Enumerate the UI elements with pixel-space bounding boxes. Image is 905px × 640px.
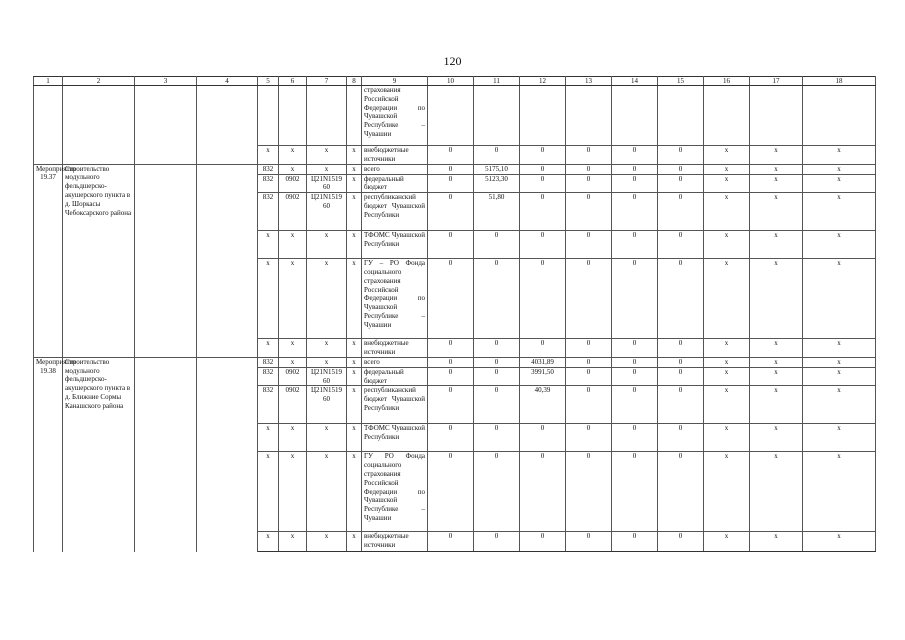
cell-col-17: x: [750, 532, 803, 552]
column-number-7: 7: [307, 77, 347, 86]
cell-vr: [347, 86, 362, 146]
cell-col-18: x: [803, 386, 876, 424]
cell-col-18: x: [803, 452, 876, 532]
cell-amount-y4: 0: [566, 532, 612, 552]
cell-amount-y1: 0: [428, 146, 474, 165]
cell-source: внебюджетные источники: [362, 146, 428, 165]
cell-amount-y3: 0: [520, 259, 566, 339]
cell-vr: x: [347, 367, 362, 386]
cell-amount-y1: 0: [428, 424, 474, 452]
cell-col-16: x: [704, 339, 750, 358]
cell-amount-y3: 0: [520, 339, 566, 358]
cell-amount-y4: 0: [566, 193, 612, 231]
cell-amount-y5: 0: [612, 146, 658, 165]
cell-csr: [307, 86, 347, 146]
cell-amount-y5: 0: [612, 357, 658, 367]
cell-grbs: 832: [258, 193, 279, 231]
cell-col-17: [750, 86, 803, 146]
cell-col-16: x: [704, 231, 750, 259]
cell-amount-y1: 0: [428, 339, 474, 358]
cell-amount-y4: 0: [566, 357, 612, 367]
cell-amount-y3: 0: [520, 532, 566, 552]
cell-amount-y5: 0: [612, 532, 658, 552]
cell-amount-y2: 5123,30: [474, 174, 520, 193]
cell-amount-y1: 0: [428, 231, 474, 259]
cell-amount-y1: 0: [428, 357, 474, 367]
cell-source: внебюджетные источники: [362, 339, 428, 358]
cell-source: внебюджетные источники: [362, 532, 428, 552]
cell-csr: Ц21N1519 60: [307, 193, 347, 231]
cell-csr: x: [307, 146, 347, 165]
cell-rz-pr: x: [279, 164, 307, 174]
cell-rz-pr: [279, 86, 307, 146]
table-row: [34, 164, 876, 174]
cell-col-17: x: [750, 146, 803, 165]
cell-amount-y4: 0: [566, 367, 612, 386]
cell-csr: x: [307, 164, 347, 174]
cell-rz-pr: x: [279, 231, 307, 259]
cell-rz-pr: x: [279, 259, 307, 339]
cell-amount-y4: 0: [566, 164, 612, 174]
cell-source: всего: [362, 164, 428, 174]
cell-col-16: x: [704, 424, 750, 452]
cell-col-3: [135, 164, 197, 357]
cell-amount-y2: 0: [474, 357, 520, 367]
cell-col-18: x: [803, 231, 876, 259]
cell-grbs: [258, 86, 279, 146]
cell-csr: x: [307, 231, 347, 259]
cell-amount-y3: 0: [520, 452, 566, 532]
cell-mero-no: [34, 86, 63, 165]
cell-amount-y1: 0: [428, 174, 474, 193]
cell-vr: x: [347, 164, 362, 174]
cell-grbs: x: [258, 452, 279, 532]
cell-col-17: x: [750, 193, 803, 231]
column-number-10: 10: [428, 77, 474, 86]
column-number-6: 6: [279, 77, 307, 86]
cell-amount-y4: 0: [566, 452, 612, 532]
cell-col-16: x: [704, 164, 750, 174]
cell-csr: Ц21N1519 60: [307, 367, 347, 386]
cell-grbs: x: [258, 424, 279, 452]
cell-col-16: x: [704, 532, 750, 552]
cell-amount-y1: 0: [428, 386, 474, 424]
cell-amount-y1: 0: [428, 367, 474, 386]
cell-grbs: x: [258, 339, 279, 358]
cell-col-17: x: [750, 164, 803, 174]
cell-csr: Ц21N1519 60: [307, 174, 347, 193]
cell-amount-y5: 0: [612, 452, 658, 532]
cell-amount-y2: 0: [474, 339, 520, 358]
cell-col-4: [197, 86, 258, 165]
cell-amount-y6: 0: [658, 164, 704, 174]
cell-col-17: x: [750, 259, 803, 339]
cell-col-16: x: [704, 193, 750, 231]
cell-amount-y3: 0: [520, 424, 566, 452]
cell-col-16: x: [704, 357, 750, 367]
cell-amount-y5: 0: [612, 193, 658, 231]
cell-amount-y4: [566, 86, 612, 146]
column-number-5: 5: [258, 77, 279, 86]
table-row: [34, 86, 876, 146]
cell-col-18: x: [803, 424, 876, 452]
cell-col-18: x: [803, 146, 876, 165]
cell-col-18: x: [803, 357, 876, 367]
cell-amount-y5: 0: [612, 164, 658, 174]
cell-rz-pr: 0902: [279, 367, 307, 386]
cell-source: ГУ РО Фонда социального страхования Российской Федерации по Чувашской Республике – Чувашии: [362, 452, 428, 532]
cell-col-4: [197, 357, 258, 552]
column-number-16: 16: [704, 77, 750, 86]
cell-vr: x: [347, 532, 362, 552]
column-number-12: 12: [520, 77, 566, 86]
cell-amount-y2: 0: [474, 452, 520, 532]
cell-amount-y4: 0: [566, 174, 612, 193]
cell-source: федеральный бюджет: [362, 367, 428, 386]
cell-amount-y3: 0: [520, 146, 566, 165]
cell-col-18: x: [803, 193, 876, 231]
cell-col-3: [135, 357, 197, 552]
cell-csr: x: [307, 532, 347, 552]
cell-vr: x: [347, 193, 362, 231]
cell-grbs: 832: [258, 357, 279, 367]
cell-rz-pr: 0902: [279, 386, 307, 424]
cell-vr: x: [347, 452, 362, 532]
cell-name: [63, 86, 135, 165]
column-number-17: 17: [750, 77, 803, 86]
cell-amount-y6: 0: [658, 532, 704, 552]
cell-amount-y1: 0: [428, 532, 474, 552]
cell-amount-y3: 0: [520, 164, 566, 174]
cell-vr: x: [347, 386, 362, 424]
cell-col-3: [135, 86, 197, 165]
cell-col-16: x: [704, 367, 750, 386]
cell-grbs: 832: [258, 386, 279, 424]
cell-amount-y4: 0: [566, 339, 612, 358]
cell-amount-y6: 0: [658, 193, 704, 231]
cell-amount-y6: 0: [658, 386, 704, 424]
cell-mero-no: Мероприятие 19.38: [34, 357, 63, 552]
cell-amount-y2: 0: [474, 146, 520, 165]
cell-col-17: x: [750, 424, 803, 452]
cell-col-17: x: [750, 339, 803, 358]
column-number-4: 4: [197, 77, 258, 86]
cell-grbs: 832: [258, 164, 279, 174]
cell-amount-y6: 0: [658, 339, 704, 358]
cell-amount-y2: 0: [474, 386, 520, 424]
cell-mero-no: Мероприятие 19.37: [34, 164, 63, 357]
cell-source: республиканский бюджет Чувашской Республики: [362, 386, 428, 424]
cell-amount-y6: 0: [658, 146, 704, 165]
cell-amount-y2: 0: [474, 532, 520, 552]
column-number-3: 3: [135, 77, 197, 86]
cell-source: федеральный бюджет: [362, 174, 428, 193]
cell-rz-pr: 0902: [279, 174, 307, 193]
cell-amount-y4: 0: [566, 386, 612, 424]
cell-source: ТФОМС Чувашской Республики: [362, 424, 428, 452]
cell-rz-pr: x: [279, 339, 307, 358]
cell-source: всего: [362, 357, 428, 367]
cell-col-4: [197, 164, 258, 357]
column-number-1: 1: [34, 77, 63, 86]
cell-col-16: x: [704, 259, 750, 339]
cell-amount-y2: 0: [474, 367, 520, 386]
cell-amount-y3: 4031,89: [520, 357, 566, 367]
cell-amount-y6: 0: [658, 367, 704, 386]
cell-col-18: x: [803, 367, 876, 386]
cell-name: Строительство модульного фельдшерско-акушерского пункта в д. Шоркасы Чебоксарского района: [63, 164, 135, 357]
cell-name: Строительство модульного фельдшерско-акушерского пункта в д. Ближние Сормы Канашского района: [63, 357, 135, 552]
cell-amount-y6: 0: [658, 424, 704, 452]
cell-vr: x: [347, 339, 362, 358]
cell-vr: x: [347, 424, 362, 452]
cell-amount-y6: 0: [658, 452, 704, 532]
cell-col-17: x: [750, 174, 803, 193]
cell-csr: x: [307, 339, 347, 358]
cell-source: республиканский бюджет Чувашской Республики: [362, 193, 428, 231]
cell-col-17: x: [750, 386, 803, 424]
cell-col-17: x: [750, 452, 803, 532]
cell-amount-y6: [658, 86, 704, 146]
cell-amount-y3: 0: [520, 231, 566, 259]
cell-vr: x: [347, 259, 362, 339]
cell-amount-y1: 0: [428, 193, 474, 231]
cell-col-18: x: [803, 174, 876, 193]
cell-amount-y5: 0: [612, 424, 658, 452]
cell-amount-y4: 0: [566, 259, 612, 339]
cell-csr: x: [307, 424, 347, 452]
cell-amount-y3: 0: [520, 193, 566, 231]
cell-col-16: x: [704, 386, 750, 424]
cell-amount-y3: 0: [520, 174, 566, 193]
cell-amount-y4: 0: [566, 146, 612, 165]
cell-amount-y2: 5175,10: [474, 164, 520, 174]
cell-vr: x: [347, 146, 362, 165]
cell-col-18: x: [803, 339, 876, 358]
cell-amount-y2: [474, 86, 520, 146]
column-number-8: 8: [347, 77, 362, 86]
cell-amount-y6: 0: [658, 357, 704, 367]
column-number-9: 9: [362, 77, 428, 86]
cell-grbs: 832: [258, 174, 279, 193]
cell-col-17: x: [750, 367, 803, 386]
cell-amount-y2: 0: [474, 259, 520, 339]
cell-amount-y4: 0: [566, 424, 612, 452]
cell-col-18: x: [803, 532, 876, 552]
cell-rz-pr: 0902: [279, 193, 307, 231]
cell-csr: x: [307, 357, 347, 367]
cell-amount-y1: [428, 86, 474, 146]
cell-csr: x: [307, 259, 347, 339]
cell-csr: Ц21N1519 60: [307, 386, 347, 424]
cell-amount-y5: 0: [612, 386, 658, 424]
cell-col-17: x: [750, 231, 803, 259]
cell-amount-y6: 0: [658, 231, 704, 259]
cell-grbs: 832: [258, 367, 279, 386]
cell-amount-y2: 51,80: [474, 193, 520, 231]
cell-rz-pr: x: [279, 424, 307, 452]
cell-amount-y4: 0: [566, 231, 612, 259]
column-number-11: 11: [474, 77, 520, 86]
cell-amount-y3: 40,39: [520, 386, 566, 424]
column-number-2: 2: [63, 77, 135, 86]
cell-amount-y5: 0: [612, 367, 658, 386]
cell-amount-y1: 0: [428, 259, 474, 339]
cell-grbs: x: [258, 259, 279, 339]
cell-amount-y5: 0: [612, 339, 658, 358]
cell-amount-y3: [520, 86, 566, 146]
cell-source: страхования Российской Федерации по Чувашской Республике – Чувашии: [362, 86, 428, 146]
cell-rz-pr: x: [279, 357, 307, 367]
cell-col-18: [803, 86, 876, 146]
cell-amount-y5: 0: [612, 259, 658, 339]
column-number-18: 18: [803, 77, 876, 86]
cell-amount-y5: [612, 86, 658, 146]
cell-amount-y3: 3991,50: [520, 367, 566, 386]
cell-amount-y6: 0: [658, 259, 704, 339]
cell-amount-y1: 0: [428, 164, 474, 174]
cell-rz-pr: x: [279, 146, 307, 165]
page-number: 120: [443, 54, 462, 68]
cell-amount-y5: 0: [612, 174, 658, 193]
column-number-14: 14: [612, 77, 658, 86]
cell-vr: x: [347, 174, 362, 193]
budget-table: [33, 76, 876, 552]
cell-col-16: x: [704, 146, 750, 165]
cell-grbs: x: [258, 231, 279, 259]
cell-col-18: x: [803, 259, 876, 339]
cell-rz-pr: x: [279, 532, 307, 552]
cell-csr: x: [307, 452, 347, 532]
cell-col-18: x: [803, 164, 876, 174]
cell-col-16: x: [704, 174, 750, 193]
cell-rz-pr: x: [279, 452, 307, 532]
cell-amount-y1: 0: [428, 452, 474, 532]
cell-col-17: x: [750, 357, 803, 367]
column-number-13: 13: [566, 77, 612, 86]
cell-grbs: x: [258, 146, 279, 165]
cell-amount-y2: 0: [474, 231, 520, 259]
table-row: [34, 357, 876, 367]
cell-vr: x: [347, 231, 362, 259]
cell-vr: x: [347, 357, 362, 367]
cell-col-16: [704, 86, 750, 146]
cell-amount-y6: 0: [658, 174, 704, 193]
cell-source: ГУ – РО Фонда социального страхования Российской Федерации по Чувашской Республике – Чувашии: [362, 259, 428, 339]
column-number-15: 15: [658, 77, 704, 86]
cell-amount-y2: 0: [474, 424, 520, 452]
column-number-row: [34, 77, 876, 86]
cell-source: ТФОМС Чувашской Республики: [362, 231, 428, 259]
cell-amount-y5: 0: [612, 231, 658, 259]
cell-col-16: x: [704, 452, 750, 532]
cell-grbs: x: [258, 532, 279, 552]
